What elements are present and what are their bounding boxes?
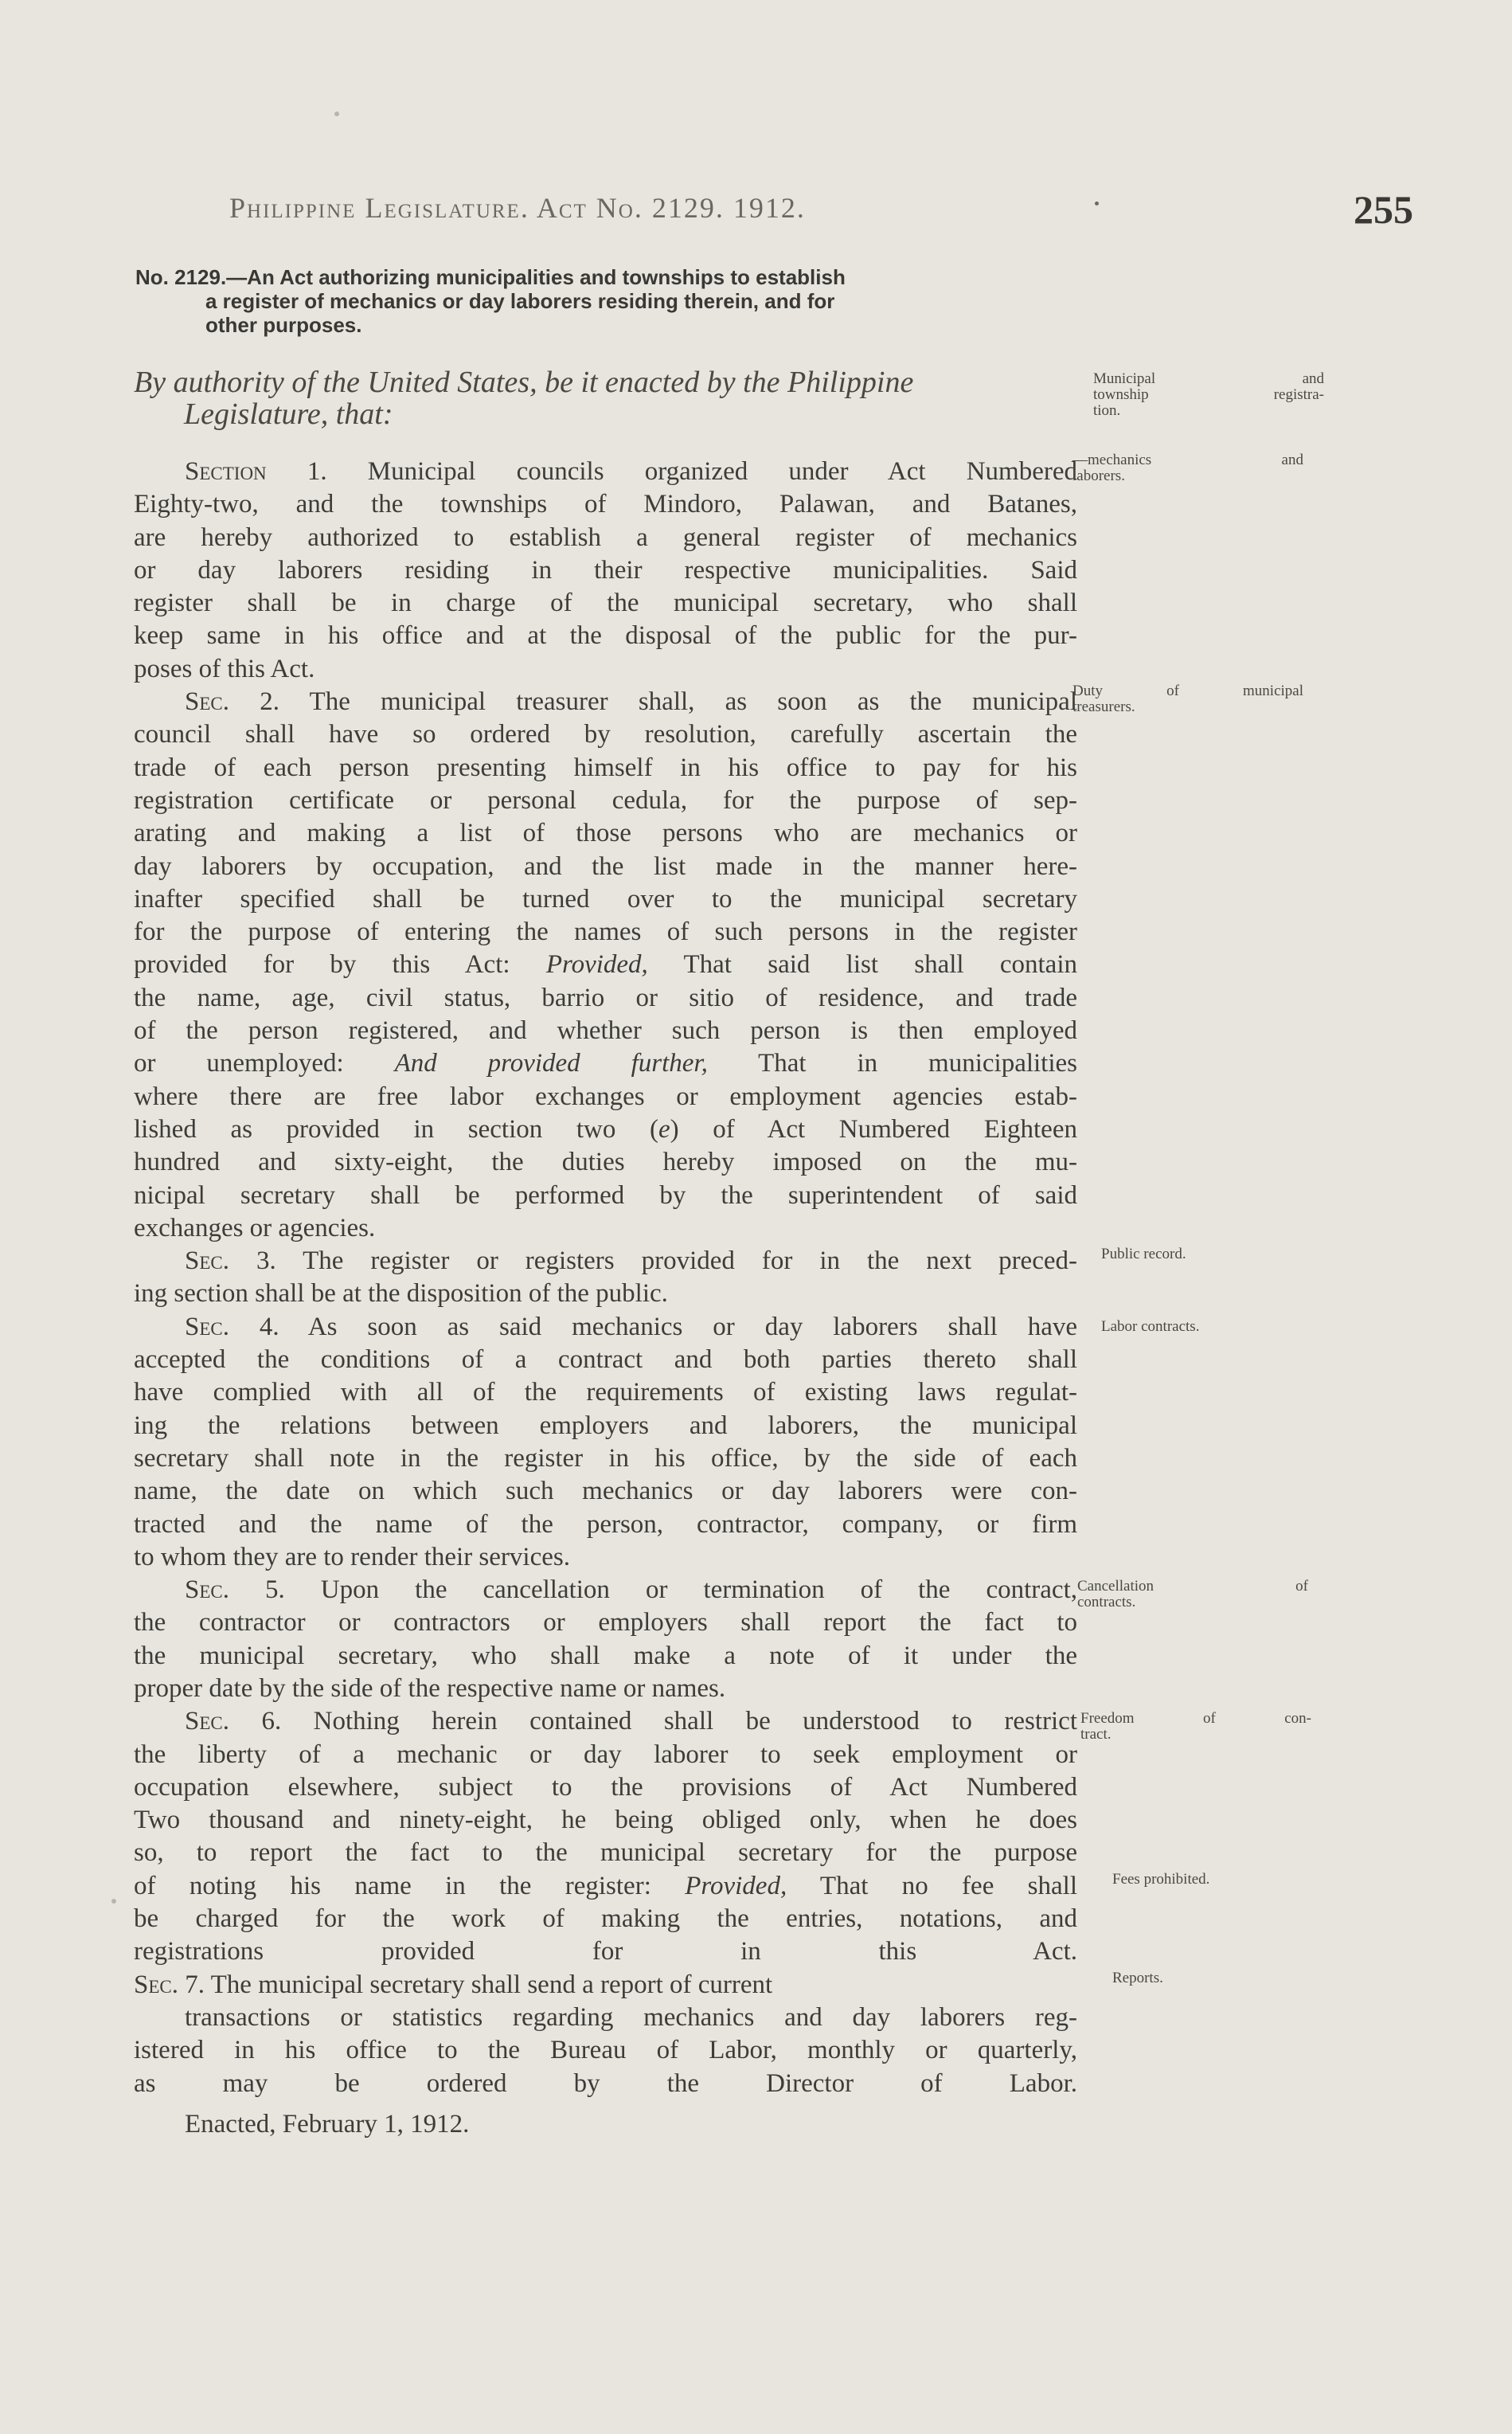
body-line: the name, age, civil status, barrio or sitio of residence, and trade [134, 983, 1077, 1012]
body-line: nicipal secretary shall be performed by the superintendent of said [134, 1180, 1077, 1210]
body-line: lished as provided in section two (e) of Act Numbered Eighteen [134, 1114, 1077, 1144]
margin-note-line: tion. [1093, 402, 1121, 419]
act-heading-line: a register of mechanics or day laborers residing therein, and for [205, 289, 835, 313]
margin-note-fees [1112, 1872, 1343, 1888]
body-line: tracted and the name of the person, contractor, company, or firm [134, 1509, 1077, 1539]
enacting-clause-line: Legislature, that: [184, 397, 393, 431]
margin-note-line: Freedom of con- [1080, 1710, 1311, 1727]
body-line: be charged for the work of making the entries, notations, and [134, 1904, 1077, 1934]
margin-note-line: Reports. [1112, 1970, 1163, 1986]
ink-speck [111, 1899, 116, 1904]
enacting-clause-line: By authority of the United States, be it enacted by the Philippine [134, 366, 914, 399]
body-line: the municipal secretary, who shall make a note of it under the [134, 1641, 1077, 1670]
margin-note-line: Cancellation of [1077, 1578, 1308, 1595]
body-line: keep same in his office and at the disposal of the public for the pur- [134, 621, 1077, 651]
body-line: Two thousand and ninety-eight, he being obliged only, when he does [134, 1806, 1077, 1835]
margin-note-line: Fees prohibited. [1112, 1871, 1210, 1888]
margin-note-labor-contracts [1101, 1319, 1332, 1335]
body-line: Section 1. Municipal councils organized under Act Numbered [185, 457, 1077, 486]
body-line: of the person registered, and whether such person is then employed [134, 1016, 1077, 1046]
body-line: the contractor or contractors or employers shall report the fact to [134, 1608, 1077, 1638]
body-line: poses of this Act. [134, 654, 315, 683]
body-line: day laborers by occupation, and the list made in the manner here- [134, 851, 1077, 881]
body-line: Sec. 5. Upon the cancellation or termination of the contract, [185, 1575, 1077, 1605]
margin-note-line: Labor contracts. [1101, 1318, 1200, 1335]
margin-note-line: township registra- [1093, 386, 1324, 403]
margin-note-treasurers [1072, 683, 1303, 715]
body-line: Eighty-two, and the townships of Mindoro, Palawan, and Batanes, [134, 490, 1077, 519]
body-line: ing the relations between employers and laborers, the municipal [134, 1411, 1077, 1440]
body-line: registrations provided for in this Act. [134, 1937, 1077, 1966]
body-line: Sec. 7. The municipal secretary shall send a report of current [134, 1970, 773, 1999]
body-line: so, to report the fact to the municipal secretary for the purpose [134, 1838, 1077, 1868]
body-line: have complied with all of the requirements of existing laws regulat- [134, 1378, 1077, 1407]
body-line: Sec. 3. The register or registers provided for in the next preced- [185, 1246, 1077, 1276]
enacting-clause [134, 366, 1077, 430]
margin-note-line: Duty of municipal [1072, 683, 1303, 699]
margin-note-cancellation [1077, 1579, 1308, 1610]
margin-note-line: tract. [1080, 1726, 1112, 1743]
act-heading [135, 265, 1063, 337]
body-line: Sec. 6. Nothing herein contained shall be understood to restrict [185, 1707, 1077, 1736]
body-line: are hereby authorized to establish a general register of mechanics [134, 522, 1077, 552]
page-number: 255 [1354, 187, 1413, 232]
body-line: where there are free labor exchanges or employment agencies estab- [134, 1082, 1077, 1111]
body-line: ing section shall be at the disposition of the public. [134, 1279, 668, 1309]
act-heading-line: No. 2129.—An Act authorizing municipalities and townships to establish [135, 265, 846, 289]
margin-note-freedom [1080, 1711, 1311, 1743]
margin-note-registration [1093, 371, 1324, 419]
body-line: Sec. 4. As soon as said mechanics or day laborers shall have [185, 1312, 1077, 1341]
margin-note-line: treasurers. [1072, 699, 1135, 715]
body-line: arating and making a list of those persons who are mechanics or [134, 819, 1077, 848]
margin-note-line: —mechanics and [1072, 452, 1303, 468]
body-line: as may be ordered by the Director of Labor. [134, 2068, 1077, 2098]
running-head: Philippine Legislature. Act No. 2129. 1912. [229, 192, 806, 224]
body-line: exchanges or agencies. [134, 1213, 376, 1242]
body-line: secretary shall note in the register in his office, by the side of each [134, 1443, 1077, 1473]
ink-speck [334, 112, 339, 116]
body-line: of noting his name in the register: Provided, That no fee shall [134, 1871, 1077, 1900]
body-line: inafter specified shall be turned over to the municipal secretary [134, 884, 1077, 914]
body-line: occupation elsewhere, subject to the provisions of Act Numbered [134, 1772, 1077, 1802]
body-line: the liberty of a mechanic or day laborer to seek employment or [134, 1739, 1077, 1769]
body-line: registration certificate or personal cedula, for the purpose of sep- [134, 785, 1077, 815]
body-line: or day laborers residing in their respective municipalities. Said [134, 555, 1077, 585]
body-line: accepted the conditions of a contract and both parties thereto shall [134, 1345, 1077, 1375]
act-body [134, 456, 1077, 2141]
margin-note-mechanics [1072, 452, 1303, 484]
margin-note-line: laborers. [1072, 468, 1125, 484]
margin-note-reports [1112, 1970, 1343, 1986]
body-line: to whom they are to render their services. [134, 1542, 570, 1571]
margin-note-line: Municipal and [1093, 370, 1324, 387]
body-line: Sec. 2. The municipal treasurer shall, as soon as the municipal [185, 687, 1077, 717]
body-line: proper date by the side of the respective name or names. [134, 1673, 726, 1703]
body-line: provided for by this Act: Provided, That said list shall contain [134, 950, 1077, 980]
body-line: istered in his office to the Bureau of Labor, monthly or quarterly, [134, 2036, 1077, 2065]
body-line: for the purpose of entering the names of such persons in the register [134, 918, 1077, 947]
margin-note-public-record [1101, 1246, 1332, 1262]
enacted-date: Enacted, February 1, 1912. [185, 2109, 470, 2139]
body-line: register shall be in charge of the municipal secretary, who shall [134, 589, 1077, 618]
body-line: trade of each person presenting himself in his office to pay for his [134, 753, 1077, 782]
body-line: or unemployed: And provided further, That in municipalities [134, 1049, 1078, 1078]
body-line: name, the date on which such mechanics or day laborers were con- [134, 1477, 1077, 1506]
margin-note-line: Public record. [1101, 1246, 1186, 1262]
act-heading-line: other purposes. [205, 313, 362, 337]
body-line: hundred and sixty-eight, the duties hereby imposed on the mu- [134, 1148, 1077, 1177]
margin-note-line: contracts. [1077, 1594, 1136, 1610]
body-line: transactions or statistics regarding mechanics and day laborers reg- [185, 2002, 1077, 2032]
body-line: council shall have so ordered by resolution, carefully ascertain the [134, 720, 1077, 749]
speck [1095, 202, 1099, 205]
